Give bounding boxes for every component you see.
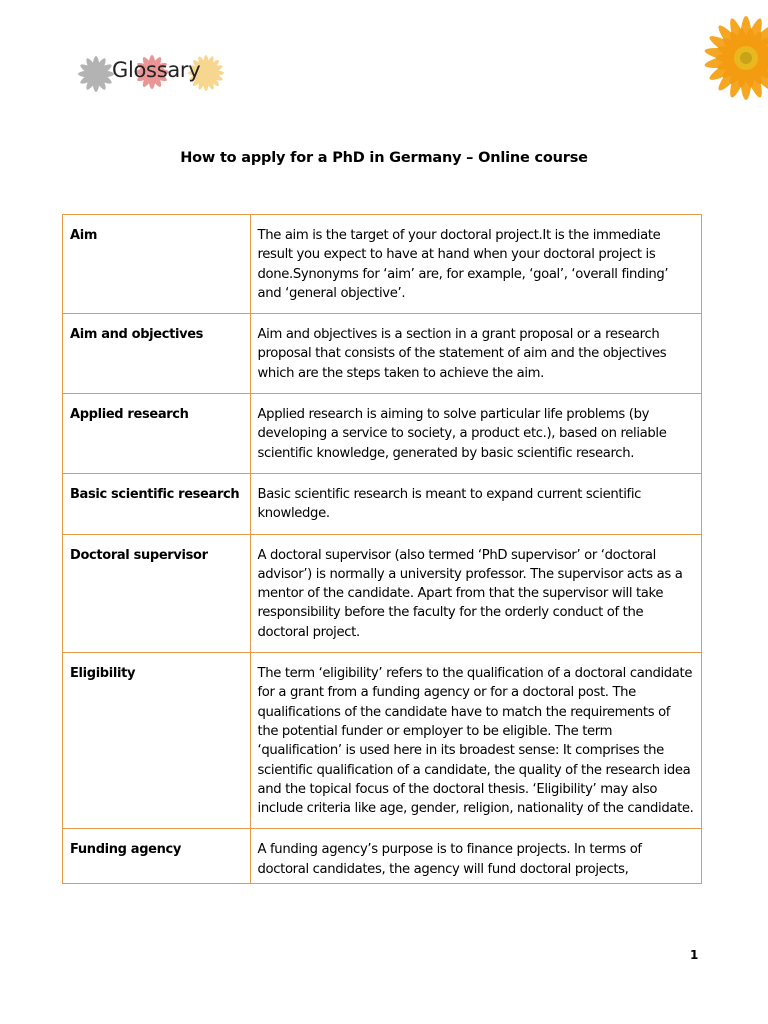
logo-text: Glossary [112, 58, 201, 82]
glossary-definition: The aim is the target of your doctoral project.It is the immediate result you expect to have at hand when your doctoral project is done.Synonyms for ‘aim’ are, for example, ‘goal’, ‘overall finding’ and ‘general objective’. [250, 215, 702, 314]
orange-dahlia-icon [688, 0, 768, 115]
table-row [63, 473, 702, 534]
glossary-term: Aim and objectives [63, 314, 251, 394]
glossary-term: Doctoral supervisor [63, 534, 251, 652]
page-number: 1 [690, 948, 699, 962]
glossary-definition: Aim and objectives is a section in a grant proposal or a research proposal that consists of the statement of aim and the objectives which are the steps taken to achieve the aim. [250, 314, 702, 394]
glossary-table [62, 214, 702, 884]
document-title: How to apply for a PhD in Germany – Online course [180, 150, 588, 166]
table-row [63, 314, 702, 394]
glossary-definition: The term ‘eligibility’ refers to the qualification of a doctoral candidate for a grant from a funding agency or for a doctoral post. The qualifications of the candidate have to match the requirements of the potential funder or employer to be eligible. The term ‘qualification’ is used here in its broadest sense: It comprises the scientific qualification of a candidate, the quality of the research idea and the topical focus of the doctoral thesis. ‘Eligibility’ may also include criteria like age, gender, religion, nationality of the candidate. [250, 653, 702, 829]
glossary-term: Eligibility [63, 653, 251, 829]
table-row [63, 829, 702, 884]
glossary-definition: A doctoral supervisor (also termed ‘PhD supervisor’ or ‘doctoral advisor’) is normally a university professor. The supervisor acts as a mentor of the candidate. Apart from that the supervisor will take responsibility before the faculty for the orderly conduct of the doctoral project. [250, 534, 702, 652]
glossary-logo [72, 50, 232, 98]
glossary-definition: A funding agency’s purpose is to finance projects. In terms of doctoral candidates, the agency will fund doctoral projects, [250, 829, 702, 884]
glossary-term: Applied research [63, 394, 251, 474]
glossary-term: Basic scientific research [63, 473, 251, 534]
glossary-term: Funding agency [63, 829, 251, 884]
glossary-definition: Applied research is aiming to solve particular life problems (by developing a service to society, a product etc.), based on reliable scientific knowledge, generated by basic scientific research. [250, 394, 702, 474]
glossary-definition: Basic scientific research is meant to expand current scientific knowledge. [250, 473, 702, 534]
glossary-term: Aim [63, 215, 251, 314]
table-row [63, 653, 702, 829]
table-row [63, 534, 702, 652]
table-row [63, 215, 702, 314]
table-row [63, 394, 702, 474]
